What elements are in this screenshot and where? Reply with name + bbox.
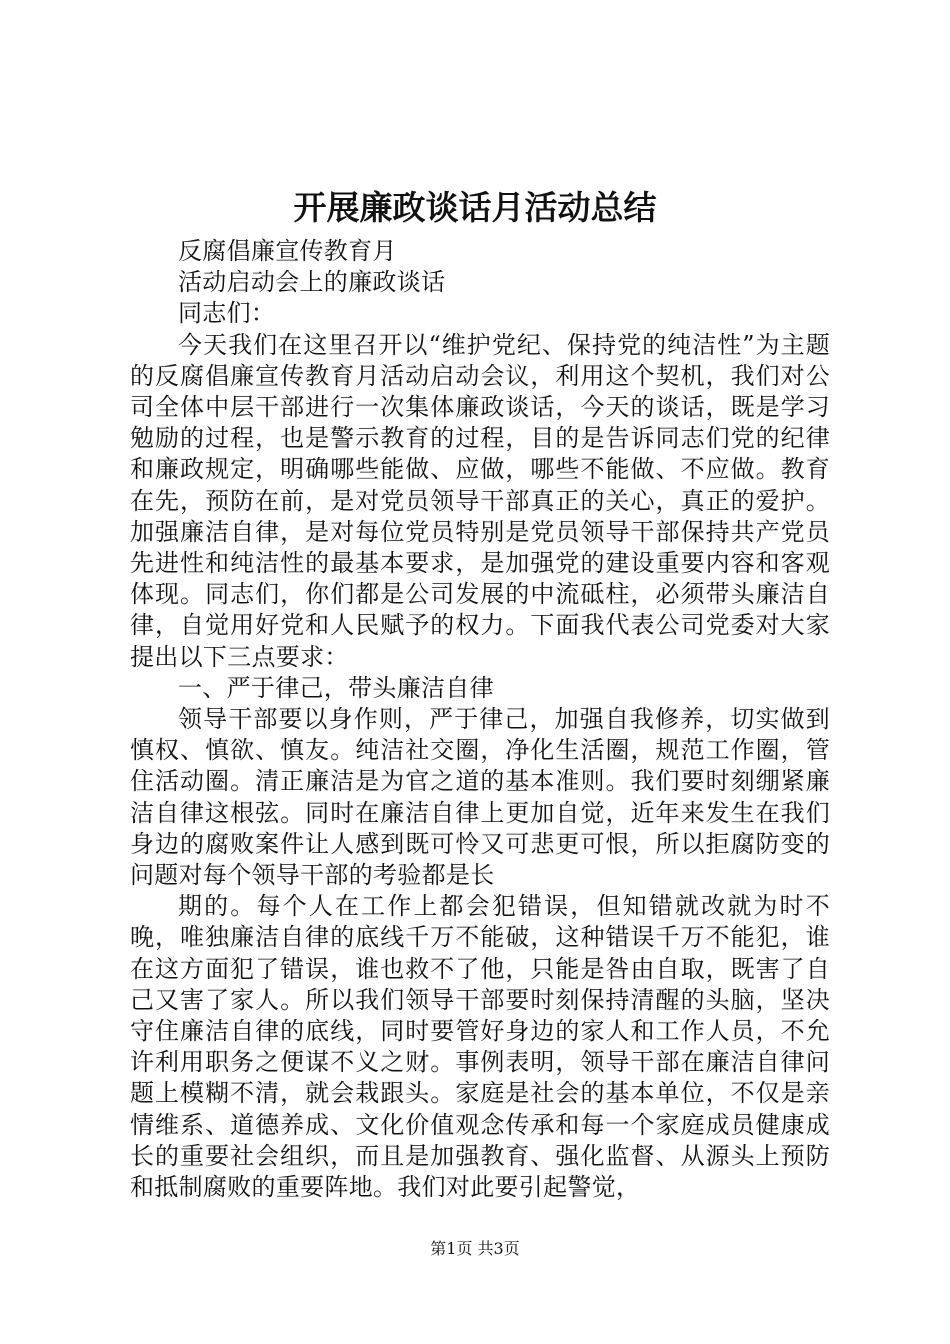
paragraph-intro: 今天我们在这里召开以“维护党纪、保持党的纯洁性”为主题的反腐倡廉宣传教育月活动启动会议，利用这个契机，我们对公司全体中层干部进行一次集体廉政谈话，今天的谈话，既是学习勉励的过程，也是警示教育的过程，目的是告诉同志们党的纪律和廉政规定，明确哪些能做、应做，哪些不能做、不应做。教育在先，预防在前，是对党员领导干部真正的关心，真正的爱护。加强廉洁自律，是对每位党员特别是党员领导干部保持共产党员先进性和纯洁性的最基本要求，是加强党的建设重要内容和客观体现。同志们，你们都是公司发展的中流砥柱，必须带头廉洁自律，自觉用好党和人民赋予的权力。下面我代表公司党委对大家提出以下三点要求： xyxy=(130,330,830,671)
document-body xyxy=(130,236,830,1203)
page-footer: 第1页 共3页 xyxy=(430,1239,520,1258)
paragraph-section-1-cont: 期的。每个人在工作上都会犯错误，但知错就改就为时不晚，唯独廉洁自律的底线千万不能破，这种错误千万不能犯，谁在这方面犯了错误，谁也救不了他，只能是咎由自取，既害了自己又害了家人。所以我们领导干部要时刻保持清醒的头脑，坚决守住廉洁自律的底线，同时要管好身边的家人和工作人员，不允许利用职务之便谋不义之财。事例表明，领导干部在廉洁自律问题上模糊不清，就会栽跟头。家庭是社会的基本单位，不仅是亲情维系、道德养成、文化价值观念传承和每一个家庭成员健康成长的重要社会组织，而且是加强教育、强化监督、从源头上预防和抵制腐败的重要阵地。我们对此要引起警觉， xyxy=(130,892,830,1202)
paragraph-section-1: 领导干部要以身作则，严于律己，加强自我修养，切实做到慎权、慎欲、慎友。纯洁社交圈，净化生活圈，规范工作圈，管住活动圈。清正廉洁是为官之道的基本准则。我们要时刻绷紧廉洁自律这根弦。同时在廉洁自律上更加自觉，近年来发生在我们身边的腐败案件让人感到既可怜又可悲更可恨，所以拒腐防变的问题对每个领导干部的考验都是长 xyxy=(130,705,830,890)
paragraph-salutation: 同志们： xyxy=(178,299,276,328)
section-heading-1: 一、严于律己，带头廉洁自律 xyxy=(178,673,494,702)
paragraph-subtitle-1: 反腐倡廉宣传教育月 xyxy=(178,237,397,265)
document-title: 开展廉政谈话月活动总结 xyxy=(293,188,657,227)
paragraph-subtitle-2: 活动启动会上的廉政谈话 xyxy=(178,268,446,297)
